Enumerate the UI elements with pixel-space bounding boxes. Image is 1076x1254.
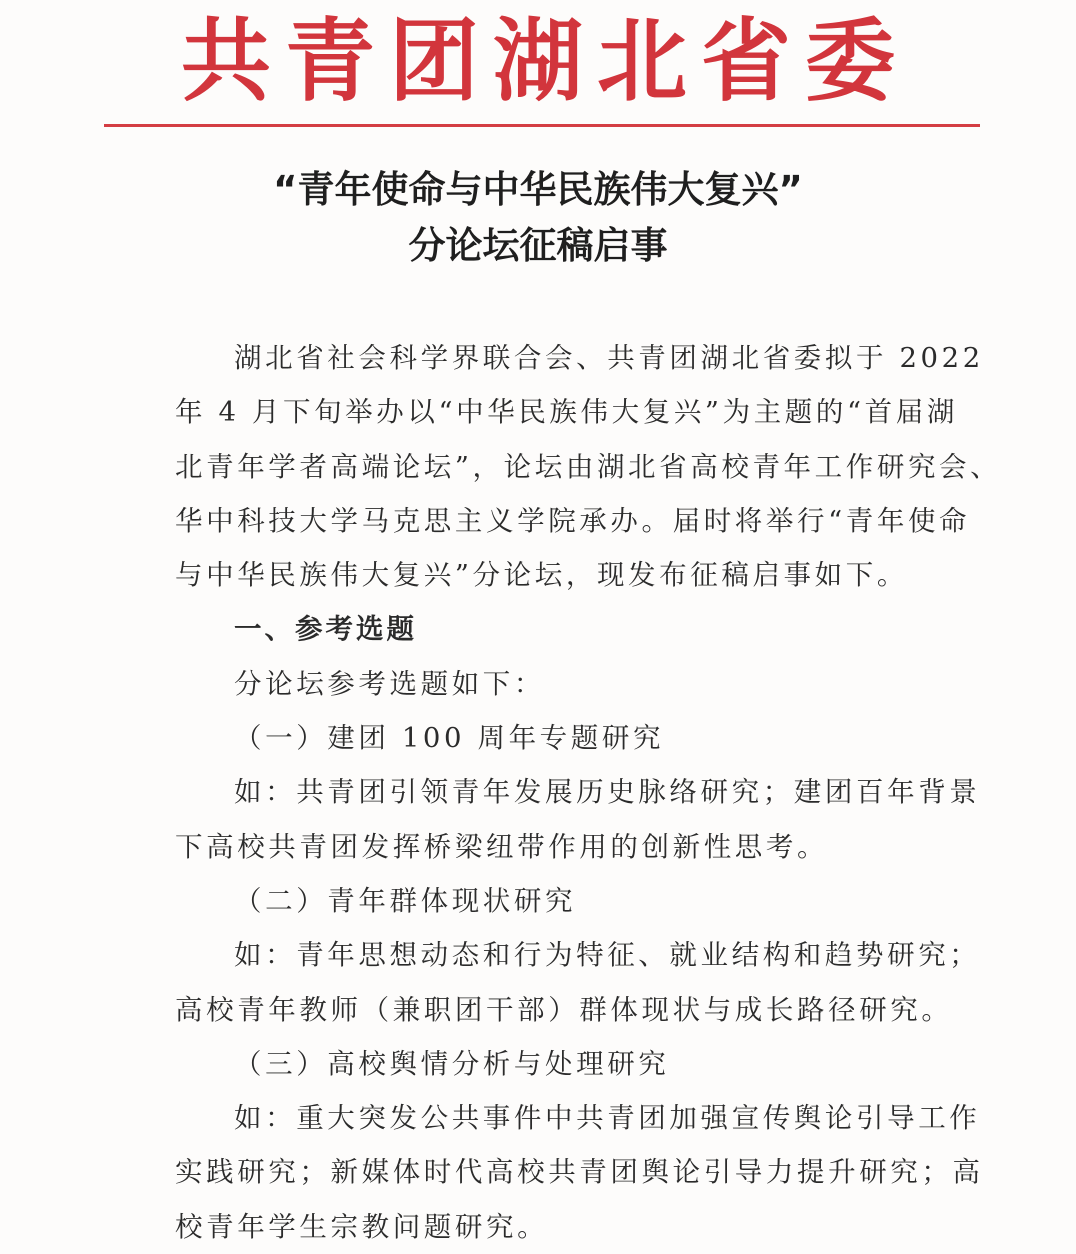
paragraph-line: 北青年学者高端论坛”，论坛由湖北省高校青年工作研究会、 (175, 450, 1002, 483)
title-line-2: 分论坛征稿启事 (408, 224, 668, 267)
paragraph-line: 高校青年教师（兼职团干部）群体现状与成长路径研究。 (175, 993, 953, 1026)
paragraph-line: 湖北省社会科学界联合会、共青团湖北省委拟于 2022 (234, 342, 984, 374)
paragraph-line: 下高校共青团发挥桥梁纽带作用的创新性思考。 (175, 830, 829, 863)
red-divider-line (104, 124, 980, 127)
paragraph-line: 华中科技大学马克思主义学院承办。届时将举行“青年使命 (175, 504, 971, 537)
paragraph-line: 分论坛参考选题如下： (234, 667, 545, 700)
paragraph-line: 实践研究；新媒体时代高校共青团舆论引导力提升研究；高 (175, 1156, 984, 1189)
paragraph-line: 与中华民族伟大复兴”分论坛，现发布征稿启事如下。 (175, 559, 908, 592)
subsection-heading: （三）高校舆情分析与处理研究 (234, 1047, 670, 1080)
paragraph-line: 如：共青团引领青年发展历史脉络研究；建团百年背景 (234, 776, 981, 809)
section-heading: 一、参考选题 (234, 613, 417, 646)
document-body (175, 331, 1002, 1254)
paragraph-line: 校青年学生宗教问题研究。 (175, 1210, 549, 1243)
subsection-heading: （二）青年群体现状研究 (234, 884, 577, 917)
subsection-heading: （一）建团 100 周年专题研究 (234, 722, 665, 755)
paragraph-line: 年 4 月下旬举办以“中华民族伟大复兴”为主题的“首届湖 (175, 396, 958, 429)
title-line-1: “青年使命与中华民族伟大复兴” (273, 168, 803, 211)
paragraph-line: 如：重大突发公共事件中共青团加强宣传舆论引导工作 (234, 1102, 981, 1135)
document-title (100, 162, 976, 274)
paragraph-line: 如：青年思想动态和行为特征、就业结构和趋势研究； (234, 939, 981, 972)
masthead-title: 共青团湖北省委 (181, 8, 909, 114)
